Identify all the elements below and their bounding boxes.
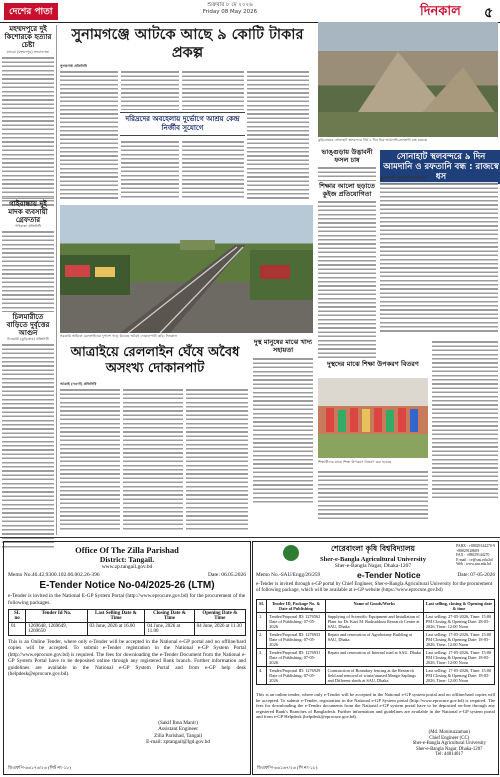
ad-right-table (256, 599, 495, 685)
rail-photo (60, 205, 313, 333)
ad-memo-date: Date: 06.05.2026 (207, 572, 246, 578)
ad-footer: This is an Online Tender, where only e-Tender will be accepted in the National e-GP portal and no offline/hard copies will be accepted. To submit e-Tender registration in the National e-GP System Portal (http://www.eprocure.gov.bd) is required. The fees for downloading the e-Tender Document from the National e-GP System Portal have to be deposited online through any registered Bank branch. Further information and guidelines are available in the National e-GP System Portal and from e-GP help desk (helpdesk@eprocure.gov.bd). (8, 639, 246, 678)
rail-body-col3 (186, 388, 248, 530)
headline: গাইবান্ধায় দুই মাদক ব্যবসায়ী গ্রেফতার (8, 200, 48, 224)
body-text (2, 230, 54, 310)
right-story-3-headline: সোনাহাট স্থলবন্দরে ৯ দিন আমদানি ও রফতানি বন্ধ : রাজস্বে ধস (383, 152, 499, 182)
table-row (257, 667, 495, 685)
school-story (318, 360, 428, 368)
ad-intro: e-Tender is invited through e-GP portal by Chief Engineer, Sher-e-Bangla Agricultural University for the procurement of following package, which will be available at e-GP website (https://www.eprocure.gov.bd) (256, 582, 493, 593)
date-english: Friday 08 May 2026 (202, 9, 258, 15)
body-text (253, 357, 313, 505)
headline: মহম্মদপুরে দুই কিশোরকে হত্যার চেষ্টা (4, 25, 52, 49)
col-opening: Opening Date & Time (194, 610, 245, 623)
signer-org: Sher-e-Bangla Agricultural University (412, 741, 486, 747)
signer-name: (Md. Moniruzzaman) (428, 730, 470, 735)
ad-website: www.zp.tangail.gov.bd (101, 564, 153, 570)
ad-office: Office Of The Zilla Parishad (75, 545, 179, 555)
uni-contact: PABX : +88029144270-9 +88029128609 FAX : +88029144270 E-mail : ce@sau.edu.bd Web : www.sau.edu.bd (456, 544, 495, 567)
lead-body-col3b (182, 140, 244, 200)
table-row (9, 623, 246, 636)
body-text (318, 166, 376, 181)
left-story-1 (2, 25, 54, 206)
date-bengali: শুক্রবার ৮ মে ২০২৬ (207, 2, 253, 8)
left-story-2 (2, 200, 54, 310)
table-cell: 04 June, 2026 at 11.30 (194, 623, 245, 636)
table-cell: 04 June, 2026 at 11.00 (145, 623, 194, 636)
col-tender-id: Tender Id No. (26, 610, 87, 623)
byline: গাইবান্ধা প্রতিনিধি (15, 224, 41, 228)
page-header (0, 0, 500, 23)
lead-headline: সুনামগঞ্জে আটকে আছে ৯ কোটি টাকার প্রকল্প (71, 27, 304, 61)
signer-address: Sher-e-Bangla Nagar, Dhaka-1207 (416, 746, 483, 752)
ad-district: District: Tangail. (99, 555, 155, 564)
port-photo (318, 22, 498, 137)
byline: চিলমারী (কুড়িগ্রাম) প্রতিনিধি (7, 337, 49, 341)
lead-body-col1 (60, 70, 118, 200)
signer-org: Zilla Parishad, Tangail (154, 732, 203, 739)
lead-body-col4 (247, 70, 309, 200)
rail-caption: সরকারি জমিতে রেললাইনের দুপাশে গড়ে উঠেছে অবৈধ দোকানপাট। ছবি: দিনকাল (60, 334, 178, 338)
table-row (257, 613, 495, 631)
university-logo-icon (283, 545, 299, 561)
rail-story (60, 345, 250, 377)
headline: ভাঙ্গুড়ায় উদ্ভাবনী ফসল চাষ (321, 148, 373, 164)
left-story-3 (2, 313, 54, 548)
zilla-parishad-tender-ad (3, 541, 251, 775)
lead-body-col2b (121, 140, 179, 200)
school-headline: দুস্থদের মাঝে শিক্ষা উপকরণ বিতরণ (327, 360, 419, 368)
rail-body-col1 (60, 388, 120, 530)
ad-left-table (8, 609, 246, 636)
byline: মাগুরা (মহম্মদপুর) সংবাদদাতা (6, 50, 50, 54)
table-cell: Tender/Proposal ID: 1276929 Date of Publishing: 07-05-2026 (267, 667, 325, 685)
table-cell: Last selling: 17-05-2026, Time: 15:00 PM Closing & Opening Date: 18-05-2026, Time: 12:00 Noon (423, 667, 494, 685)
lead-body-col3 (182, 70, 244, 110)
table-cell: Last selling: 17-05-2026, Time: 15:00 PM Closing & Opening Date: 18-05-2026, Time: 12:00 Noon (423, 631, 494, 649)
table-cell: 03 June, 2026 at 16.00 (87, 623, 145, 636)
right-story-3-body (380, 182, 498, 332)
ad-intro: e-Tender is invited in the National E-GP System Portal (http://www.eprocure.gov.bd) for the procurement of the following packages. (8, 593, 246, 606)
table-cell: 01 (9, 623, 26, 636)
signer-name: (Sakif Ibna Manir) (158, 720, 198, 726)
inset-box (120, 112, 245, 136)
rail-byline: আত্রাই (নওগাঁ) প্রতিনিধি (60, 382, 97, 386)
right-story-2 (318, 182, 376, 360)
table-cell: Last selling: 27-05-2026, Time: 15:00 PM Closing & Opening Date: 28-05-2026, Time: 12:00 Noon (423, 613, 494, 631)
ad-title: e-Tender Notice (357, 570, 421, 580)
table-cell: Supplying of Scientific Equipment and Installation of Plant for Dr. Kazi M. Badruddoza Research Centre at SAU, Dhaka (325, 613, 423, 631)
body-text (318, 200, 376, 360)
section-label: দেশের পাতা (4, 3, 58, 20)
col-last-selling: Last Selling Date & Time (87, 610, 145, 623)
table-cell: 1269648, 1269649, 1269650 (26, 623, 87, 636)
inset-headline: দরিদ্রদের অবহেলায় দুর্ভোগে আশ্রয় কেন্দ্র নির্জীব সুযোগে (125, 115, 240, 132)
uni-address: Sher-e-Bangla Nagar, Dhaka-1207 (334, 563, 412, 569)
rail-headline: আত্রাইয়ে রেললাইন ঘেঁষে অবৈধ অসংখ্য দোকানপাট (70, 345, 240, 376)
right-story-3-byline: ভুরুঙ্গামারী (কুড়িগ্রাম) প্রতিনিধি (380, 176, 426, 180)
col-goods-works: Name of Goods/Works (325, 600, 423, 613)
headline: শিক্ষার আলো ছড়াতে কুইজ প্রতিযোগিতা (319, 182, 375, 198)
uni-name-bn: শেরেবাংলা কৃষি বিশ্ববিদ্যালয় (331, 544, 415, 553)
lead-body-col2 (121, 70, 179, 110)
ad-footer: This is an online tender, where only e-Tender will be accepted in the National e-GP system portal and no offline/hard copies will be accepted. To submit e-Tender, registration in the National e-GP System portal (http://www.eprocure.gov.bd) is required. The fees for downloading the e-Tender documents from the National e-GP system portal have to be deposited on-line through any registered Bank's Branches of Bangladesh. Further information and guidelines are available in the National e-GP system portal and from e-GP Helpdesk (helpdesk@eprocure.gov.bd). (256, 692, 495, 720)
signer-email: E-mail: zptangail@lgd.gov.bd (146, 739, 210, 746)
table-row (257, 649, 495, 667)
right-col-body (432, 340, 498, 500)
lead-story (60, 26, 315, 62)
table-cell: Repair and renovation of Internal road at SAU, Dhaka (325, 649, 423, 667)
table-cell: 4. (257, 667, 267, 685)
page-number: ৫ (484, 5, 494, 21)
table-cell: Last selling: 17-05-2026, Time: 15:00 PM Closing & Opening Date: 18-05-2026, Time: 12:00 Noon (423, 649, 494, 667)
uni-name-en: Sher-e-Bangla Agricultural University (320, 556, 426, 563)
col-sl: SL no (9, 610, 26, 623)
table-cell: Tender/Proposal ID: 1276931 Date of Publishing: 07-05-2026 (267, 649, 325, 667)
ad-memo: Memo No.-SAU/Engg/26/259 (256, 572, 321, 578)
stone-pile-icon (318, 22, 498, 137)
school-body (318, 470, 428, 520)
school-photo (318, 378, 428, 458)
body-text (2, 56, 54, 206)
lead-byline: সুনামগঞ্জ প্রতিনিধি (60, 64, 87, 68)
ad-signature (146, 720, 210, 746)
table-row (257, 631, 495, 649)
rail-body-col2 (123, 388, 183, 530)
ad-title: E-Tender Notice No-04/2025-26 (LTM) (39, 580, 215, 591)
ad-signature (413, 730, 486, 758)
port-photo-caption: কুড়িগ্রামের সোনাহাট স্থলবন্দরে দীর্ঘ ৯ দিন ধরে আমদানি-রফতানি বন্ধ রয়েছে (318, 138, 427, 142)
issue-date (200, 2, 260, 16)
signer-title: Assistant Engineer (158, 726, 199, 733)
table-cell: 2. (257, 631, 267, 649)
table-cell: Construction of Boundary fencing at the Research field and removal of waste/unused Mango Saplings and Different sheds at SAU, Dhaka (325, 667, 423, 685)
col-closing: Closing Date & Time (145, 610, 194, 623)
signer-tel: Tel: 44814017 (435, 752, 464, 758)
col-dates: Last selling, closing & Opening date & time (423, 600, 494, 613)
table-cell: Tender/Proposal ID: 1276933 Date of Publishing: 07-05-2026 (267, 631, 325, 649)
right-story-1 (318, 148, 376, 181)
table-cell: Repair and renovation of Agrobotany Building at SAU, Dhaka (325, 631, 423, 649)
col-tender-id: Tender ID, Package No. & Date of Publishing (267, 600, 325, 613)
sau-tender-ad (252, 541, 499, 775)
table-cell: 3. (257, 649, 267, 667)
table-cell: Tender/Proposal ID: 1276562 Date of Publishing: 07-05-2026 (267, 613, 325, 631)
headline: চিলমারীতে বাড়িতে দুর্বৃত্তের আগুন (6, 313, 50, 337)
col-sl: SL (257, 600, 267, 613)
railway-track-icon (60, 205, 313, 333)
ad-ref: ডিএফপি-৬৬১৭৬/২৬ (সিট নং-১৮) (8, 765, 71, 770)
mid-headline: দুস্থ মানুষের মাঝে খাদ্য সহায়তা (253, 338, 313, 354)
newspaper-logo: দিনকাল (420, 4, 461, 19)
table-cell: 1. (257, 613, 267, 631)
signer-title: Chief Engineer (CC) (429, 735, 470, 741)
ad-memo: Memo No.46.42.9300.102.06.002.26-396 (8, 572, 100, 578)
ad-date: Date: 07-05-2026 (457, 572, 495, 578)
school-caption: শিক্ষার্থীদের মাঝে শিক্ষা উপকরণ বিতরণ করা হয়েছে (318, 460, 392, 464)
ad-ref: ডিএফপি-৬৬১৬৭/২৬ (সি নং-১৮) (257, 765, 318, 770)
students-group-icon (318, 378, 428, 458)
mid-story (253, 338, 313, 505)
body-text (2, 343, 54, 548)
